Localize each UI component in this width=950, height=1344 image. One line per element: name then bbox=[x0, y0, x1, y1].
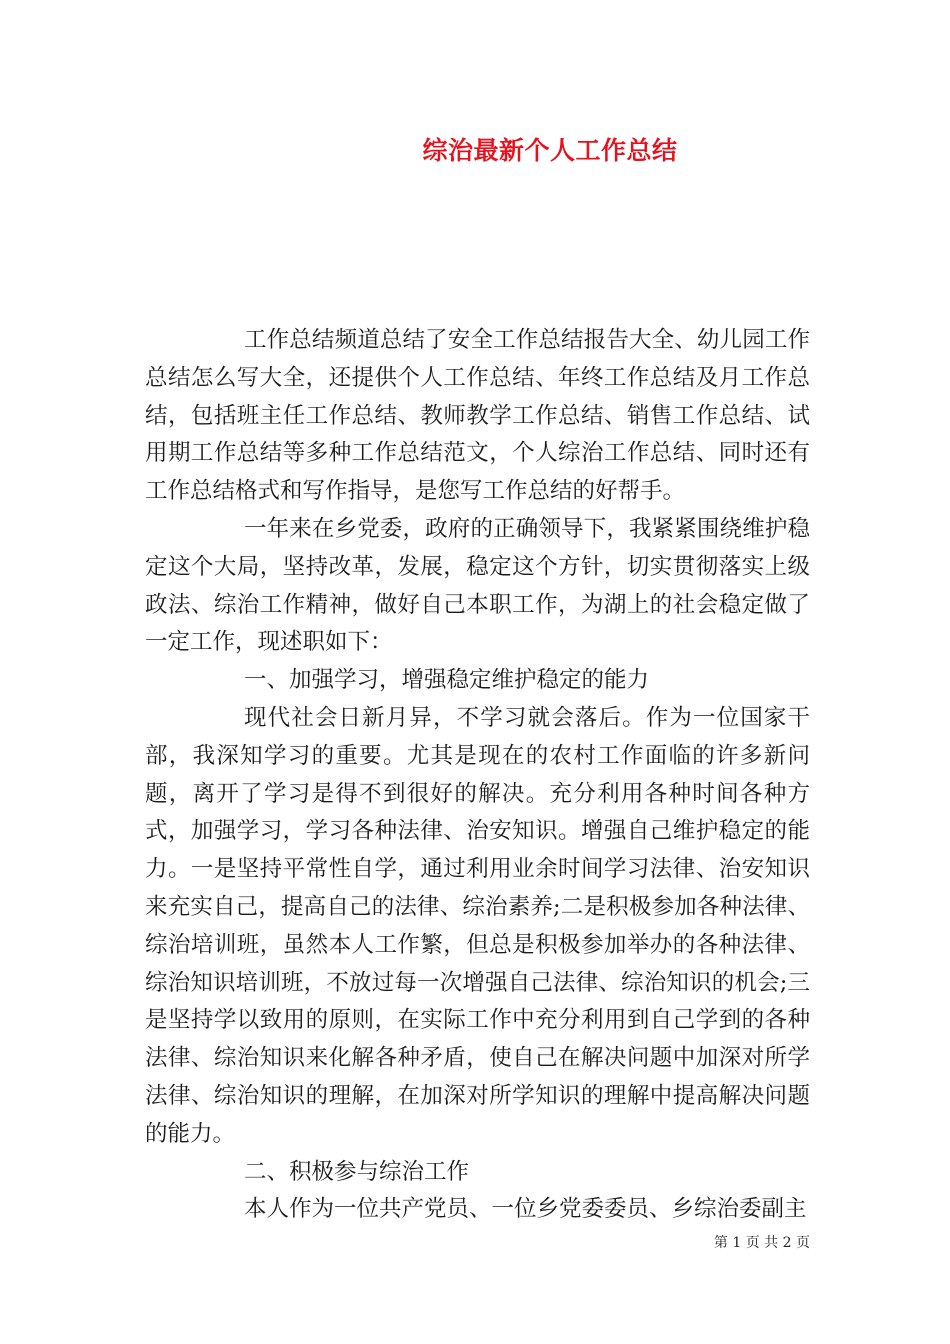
paragraph-participation: 本人作为一位共产党员、一位乡党委委员、乡综治委副主 bbox=[244, 1196, 807, 1223]
page-number-footer: 第 1 页 共 2 页 bbox=[713, 1235, 810, 1251]
paragraph-overview: 一年来在乡党委，政府的正确领导下，我紧紧围绕维护稳定这个大局，坚持改革，发展，稳定这个方针，切实贯彻落实上级政法、综治工作精神，做好自己本职工作，为湖上的社会稳定做了一定工作，现述职如下： bbox=[145, 515, 810, 656]
paragraph-intro: 工作总结频道总结了安全工作总结报告大全、幼儿园工作总结怎么写大全，还提供个人工作总结、年终工作总结及月工作总结，包括班主任工作总结、教师教学工作总结、销售工作总结、试用期工作总结等多种工作总结范文，个人综治工作总结、同时还有工作总结格式和写作指导，是您写工作总结的好帮手。 bbox=[145, 327, 810, 505]
section-heading-1: 一、加强学习，增强稳定维护稳定的能力 bbox=[244, 667, 650, 694]
section-heading-2: 二、积极参与综治工作 bbox=[244, 1158, 470, 1185]
paragraph-study: 现代社会日新月异，不学习就会落后。作为一位国家干部，我深知学习的重要。尤其是现在的农村工作面临的许多新问题，离开了学习是得不到很好的解决。充分利用各种时间各种方式，加强学习，学习各种法律、治安知识。增强自己维护稳定的能力。一是坚持平常性自学，通过利用业余时间学习法律、治安知识来充实自己，提高自己的法律、综治素养;二是积极参加各种法律、综治培训班，虽然本人工作繁，但总是积极参加举办的各种法律、综治知识培训班，不放过每一次增强自己法律、综治知识的机会;三是坚持学以致用的原则，在实际工作中充分利用到自己学到的各种法律、综治知识来化解各种矛盾，使自己在解决问题中加深对所学法律、综治知识的理解，在加深对所学知识的理解中提高解决问题的能力。 bbox=[145, 704, 810, 1147]
document-title: 综治最新个人工作总结 bbox=[422, 136, 678, 165]
document-body bbox=[145, 322, 810, 1229]
